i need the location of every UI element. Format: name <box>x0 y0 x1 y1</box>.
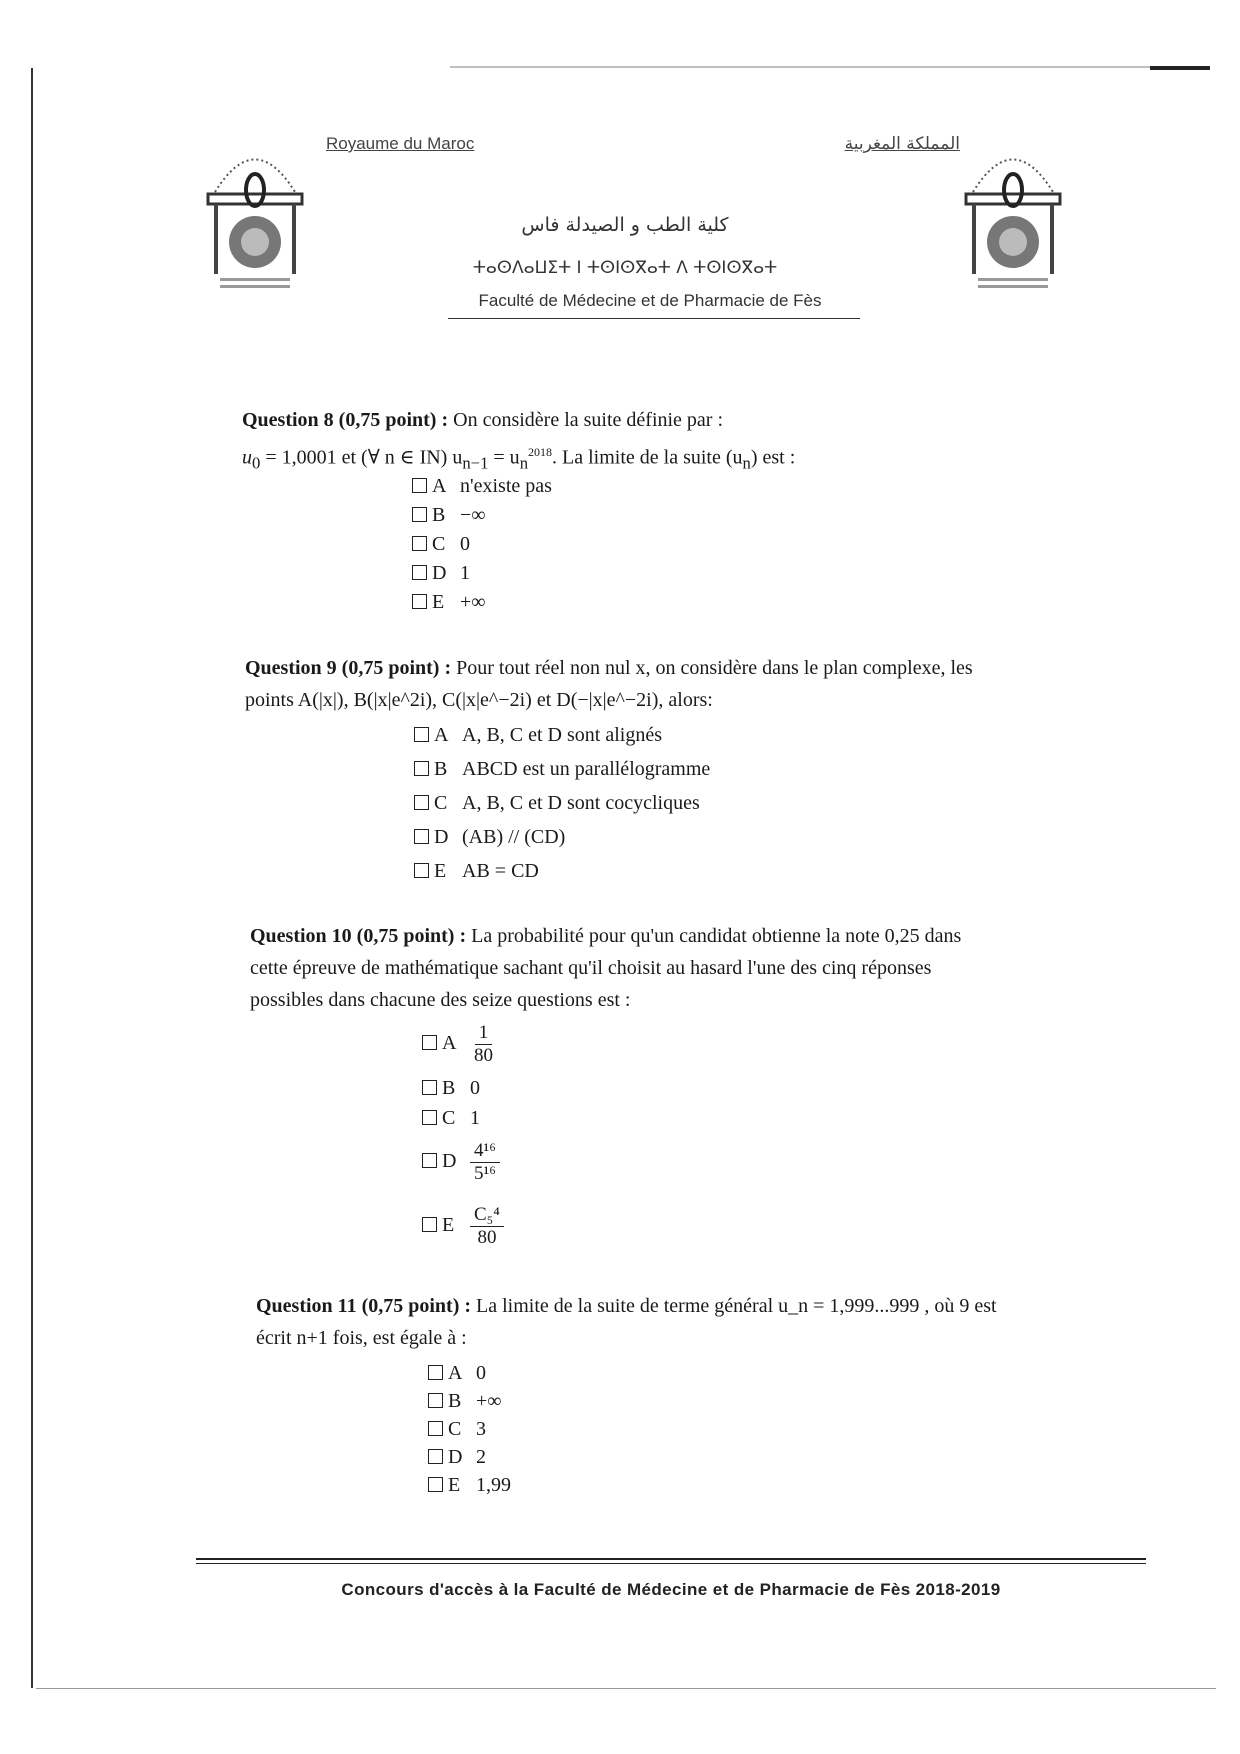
question-title: Question 11 (0,75 point) : <box>256 1295 472 1317</box>
header-divider <box>448 318 860 319</box>
option-checkbox[interactable]: B ABCD est un parallélogramme <box>414 758 710 786</box>
checkbox-icon[interactable] <box>414 863 429 878</box>
fraction: $\frac{\text{C₅⁴}}{80}$ <box>470 1204 504 1249</box>
question-8 <box>242 404 1142 480</box>
checkbox-icon[interactable] <box>412 478 427 493</box>
scan-left-rule <box>31 68 33 1688</box>
checkbox-icon[interactable] <box>414 829 429 844</box>
scan-top-rule <box>450 66 1210 68</box>
option-checkbox[interactable]: D $\frac{\text{4¹⁶}}{\text{5¹⁶}}$ <box>422 1140 500 1190</box>
university-emblem-right <box>958 132 1068 292</box>
fraction: $\frac{\text{4¹⁶}}{\text{5¹⁶}}$ <box>470 1140 500 1185</box>
option-checkbox[interactable]: C 1 <box>422 1107 480 1135</box>
option-checkbox[interactable]: B +∞ <box>428 1390 502 1418</box>
question-text-line2: cette épreuve de mathématique sachant qu'il choisit au hasard l'une des cinq réponses <box>250 957 932 979</box>
option-checkbox[interactable]: C A, B, C et D sont cocycliques <box>414 792 700 820</box>
checkbox-icon[interactable] <box>422 1035 437 1050</box>
header-faculty-ar: كلية الطب و الصيدلة فاس <box>521 214 729 236</box>
option-checkbox[interactable]: C 0 <box>412 533 470 561</box>
option-checkbox[interactable]: D 1 <box>412 562 470 590</box>
footer-rule-thin <box>196 1563 1146 1564</box>
option-checkbox[interactable]: E AB = CD <box>414 860 539 888</box>
option-checkbox[interactable]: C 3 <box>428 1418 486 1446</box>
checkbox-icon[interactable] <box>422 1110 437 1125</box>
option-checkbox[interactable]: E 1,99 <box>428 1474 511 1502</box>
option-checkbox[interactable]: A n'existe pas <box>412 475 552 503</box>
question-formula: points A(|x|), B(|x|e^2i), C(|x|e^−2i) et D(−|x|e^−2i), alors: <box>245 689 713 711</box>
footer-rule-thick <box>196 1558 1146 1560</box>
question-text-line2: écrit n+1 fois, est égale à : <box>256 1327 467 1349</box>
footer-text: Concours d'accès à la Faculté de Médecine et de Pharmacie de Fès 2018-2019 <box>341 1580 1001 1599</box>
checkbox-icon[interactable] <box>414 795 429 810</box>
question-text: La probabilité pour qu'un candidat obtienne la note 0,25 dans <box>471 925 962 947</box>
question-text-line3: possibles dans chacune des seize questions est : <box>250 989 631 1011</box>
checkbox-icon[interactable] <box>428 1365 443 1380</box>
question-formula: $u_0 = 1,0001$ et (∀ n ∈ IN) $u_{n-1} = u_n^{2018}$. La limite de la suite $(u_n)$ est : <box>242 445 796 473</box>
question-text: Pour tout réel non nul x, on considère dans le plan complexe, les <box>456 657 973 679</box>
question-10 <box>250 920 1170 1016</box>
question-title: Question 9 (0,75 point) : <box>245 657 452 679</box>
checkbox-icon[interactable] <box>422 1217 437 1232</box>
checkbox-icon[interactable] <box>412 507 427 522</box>
checkbox-icon[interactable] <box>428 1477 443 1492</box>
question-11 <box>256 1290 1176 1354</box>
checkbox-icon[interactable] <box>428 1421 443 1436</box>
option-checkbox[interactable]: D 2 <box>428 1446 486 1474</box>
option-checkbox[interactable]: A $\frac{1}{80}$ <box>422 1022 497 1072</box>
header-faculty-tifinagh: ⵜⴰⵙⴷⴰⵡⵉⵜ ⵏ ⵜⵙⵏⵙⴳⴰⵜ ⴷ ⵜⵙⵏⵙⴳⴰⵜ <box>472 258 778 278</box>
question-title: Question 10 (0,75 point) : <box>250 925 467 947</box>
checkbox-icon[interactable] <box>422 1153 437 1168</box>
option-checkbox[interactable]: A A, B, C et D sont alignés <box>414 724 662 752</box>
option-checkbox[interactable]: D (AB) // (CD) <box>414 826 565 854</box>
header-country-fr: Royaume du Maroc <box>326 134 475 153</box>
checkbox-icon[interactable] <box>414 761 429 776</box>
option-checkbox[interactable]: E +∞ <box>412 591 486 619</box>
scan-bottom-rule <box>36 1688 1216 1689</box>
checkbox-icon[interactable] <box>428 1393 443 1408</box>
university-emblem-left <box>200 132 310 292</box>
question-title: Question 8 (0,75 point) : <box>242 409 449 431</box>
checkbox-icon[interactable] <box>412 594 427 609</box>
checkbox-icon[interactable] <box>412 536 427 551</box>
question-9 <box>245 652 1165 716</box>
option-checkbox[interactable]: E $\frac{\text{C₅⁴}}{80}$ <box>422 1204 504 1254</box>
option-checkbox[interactable]: A 0 <box>428 1362 486 1390</box>
checkbox-icon[interactable] <box>428 1449 443 1464</box>
checkbox-icon[interactable] <box>412 565 427 580</box>
checkbox-icon[interactable] <box>414 727 429 742</box>
fraction: $\frac{1}{80}$ <box>474 1022 493 1066</box>
header-faculty-fr: Faculté de Médecine et de Pharmacie de Fès <box>478 291 822 310</box>
option-checkbox[interactable]: B −∞ <box>412 504 486 532</box>
header-country-ar: المملكة المغربية <box>844 134 960 154</box>
scan-top-mark <box>1150 66 1210 70</box>
question-text: On considère la suite définie par : <box>453 409 724 431</box>
option-checkbox[interactable]: B 0 <box>422 1077 480 1105</box>
checkbox-icon[interactable] <box>422 1080 437 1095</box>
question-text: La limite de la suite de terme général u_n = 1,999...999 , où 9 est <box>476 1295 997 1317</box>
